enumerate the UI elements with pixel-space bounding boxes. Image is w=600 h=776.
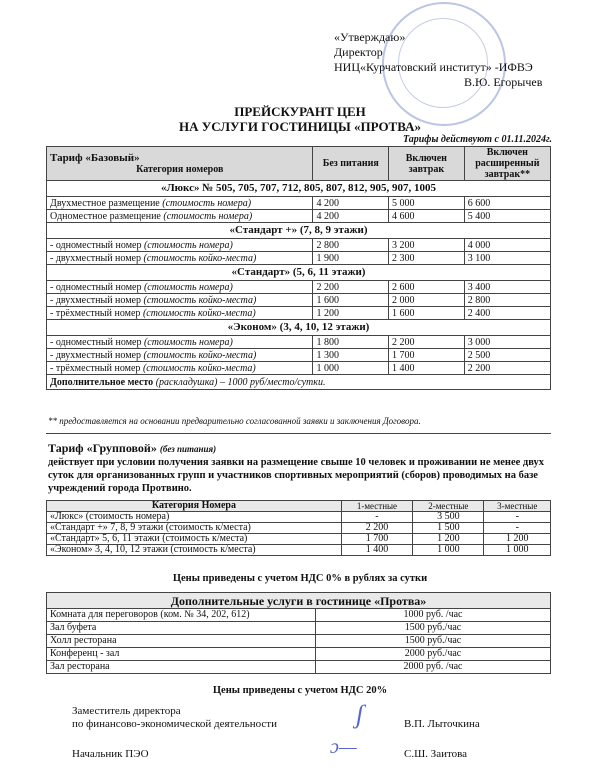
- table-row: [47, 362, 551, 375]
- price-cell: 1 000: [313, 362, 389, 375]
- group-footer: Цены приведены с учетом НДС 0% в рублях за сутки: [172, 573, 428, 584]
- service-price: 1500 руб./час: [316, 635, 551, 648]
- service-label: Холл ресторана: [47, 635, 316, 648]
- service-price: 1000 руб. /час: [316, 609, 551, 622]
- price-cell: 1 200: [313, 307, 389, 320]
- approval-line: НИЦ«Курчатовский институт» -ИФВЭ: [334, 60, 533, 74]
- section-title: «Эконом» (3, 4, 10, 12 этажи): [47, 320, 551, 336]
- row-label: Одноместное размещение (стоимость номера): [47, 210, 313, 223]
- group-description: действует при условии получения заявки на размещение свыше 10 человек и проживании не менее двух суток для организованных групп и участников спортивных мероприятий (сборов) проводимых на базе учреждений города Протвино.: [48, 457, 545, 494]
- price-cell: -: [341, 512, 412, 523]
- basic-tariff-title: Тариф «Базовый» Категория номеров: [47, 147, 313, 181]
- price-cell: 1 400: [389, 362, 465, 375]
- table-row: [47, 648, 551, 661]
- deputy-name: В.П. Лыточкина: [404, 718, 480, 730]
- title-line-2: НА УСЛУГИ ГОСТИНИЦЫ «ПРОТВА»: [179, 119, 421, 134]
- price-cell: 1 400: [341, 545, 412, 556]
- price-cell: 1 500: [413, 523, 484, 534]
- price-cell: 1 900: [313, 252, 389, 265]
- price-cell: 5 000: [389, 197, 465, 210]
- table-row: [47, 307, 551, 320]
- price-cell: 5 400: [464, 210, 550, 223]
- price-cell: 2 200: [464, 362, 550, 375]
- table-row: [47, 534, 551, 545]
- group-tariff-title: Тариф «Групповой» (без питания): [48, 441, 217, 455]
- price-cell: 4 200: [313, 197, 389, 210]
- price-cell: -: [484, 512, 551, 523]
- price-cell: 4 600: [389, 210, 465, 223]
- price-cell: 4 000: [464, 239, 550, 252]
- section-title: «Люкс» № 505, 705, 707, 712, 805, 807, 812, 905, 907, 1005: [47, 181, 551, 197]
- price-cell: 6 600: [464, 197, 550, 210]
- services-title: Дополнительные услуги в гостинице «Протва»: [47, 593, 551, 609]
- category-header: Категория номеров: [136, 163, 224, 175]
- price-cell: 2 600: [389, 281, 465, 294]
- price-cell: 3 200: [389, 239, 465, 252]
- group-col-category: Категория Номера: [47, 501, 342, 512]
- row-label: «Эконом» 3, 4, 10, 12 этажи (стоимость к/места): [47, 545, 342, 556]
- row-label: Двухместное размещение (стоимость номера): [47, 197, 313, 210]
- service-label: Конференц - зал: [47, 648, 316, 661]
- col-breakfast: Включен завтрак: [389, 147, 465, 181]
- price-cell: 1 000: [413, 545, 484, 556]
- row-label: - двухместный номер (стоимость койко-места): [47, 349, 313, 362]
- price-cell: 2 000: [389, 294, 465, 307]
- price-cell: 2 200: [313, 281, 389, 294]
- price-cell: 1 600: [313, 294, 389, 307]
- price-cell: 3 000: [464, 336, 550, 349]
- table-row: [47, 336, 551, 349]
- table-row: [47, 210, 551, 223]
- row-label: - трёхместный номер (стоимость койко-места): [47, 362, 313, 375]
- table-row: [47, 635, 551, 648]
- table-row: [47, 197, 551, 210]
- price-cell: 3 500: [413, 512, 484, 523]
- table-row: [47, 349, 551, 362]
- price-cell: 2 200: [389, 336, 465, 349]
- row-label: - трёхместный номер (стоимость койко-места): [47, 307, 313, 320]
- table-row: [47, 239, 551, 252]
- row-label: - одноместный номер (стоимость номера): [47, 239, 313, 252]
- group-col-double: 2-местные: [413, 501, 484, 512]
- head-title: Начальник ПЭО: [72, 748, 149, 760]
- price-cell: 1 600: [389, 307, 465, 320]
- row-label: «Люкс» (стоимость номера): [47, 512, 342, 523]
- price-cell: 3 100: [464, 252, 550, 265]
- price-cell: 1 800: [313, 336, 389, 349]
- table-row: [47, 609, 551, 622]
- price-cell: 1 300: [313, 349, 389, 362]
- row-label: - двухместный номер (стоимость койко-места): [47, 252, 313, 265]
- table-row: [47, 294, 551, 307]
- extra-bed: Дополнительное место (раскладушка) – 1000 руб/место/сутки.: [47, 375, 551, 390]
- price-cell: 2 800: [464, 294, 550, 307]
- deputy-title: Заместитель директора по финансово-экономической деятельности: [72, 705, 277, 730]
- price-cell: 2 800: [313, 239, 389, 252]
- table-row: [47, 252, 551, 265]
- table-row: [47, 281, 551, 294]
- price-cell: 3 400: [464, 281, 550, 294]
- service-price: 2000 руб. /час: [316, 661, 551, 674]
- price-cell: 4 200: [313, 210, 389, 223]
- divider: [46, 433, 551, 434]
- price-cell: -: [484, 523, 551, 534]
- price-cell: 1 700: [341, 534, 412, 545]
- approval-block: [334, 30, 542, 90]
- table-row: [47, 523, 551, 534]
- basic-tariff-table: [46, 146, 551, 390]
- col-extended-breakfast: Включен расширенный завтрак**: [464, 147, 550, 181]
- footnote: ** предоставляется на основании предварительно согласованной заявки и заключения Договора.: [48, 416, 421, 426]
- table-row: [47, 661, 551, 674]
- signature-mark: ɔ—: [330, 736, 357, 758]
- row-label: «Стандарт +» 7, 8, 9 этажи (стоимость к/места): [47, 523, 342, 534]
- price-cell: 2 500: [464, 349, 550, 362]
- price-cell: 2 200: [341, 523, 412, 534]
- price-cell: 1 700: [389, 349, 465, 362]
- approval-signer: В.Ю. Егорычев: [464, 75, 543, 89]
- group-col-single: 1-местные: [341, 501, 412, 512]
- service-label: Зал ресторана: [47, 661, 316, 674]
- valid-from: Тарифы действуют с 01.11.2024г.: [402, 134, 552, 145]
- service-price: 2000 руб./час: [316, 648, 551, 661]
- section-title: «Стандарт» (5, 6, 11 этажи): [47, 265, 551, 281]
- approval-line: «Утверждаю»: [334, 30, 406, 44]
- row-label: - одноместный номер (стоимость номера): [47, 281, 313, 294]
- service-label: Зал буфета: [47, 622, 316, 635]
- table-row: [47, 622, 551, 635]
- services-footer: Цены приведены с учетом НДС 20%: [212, 685, 388, 696]
- table-row: [47, 512, 551, 523]
- services-table: [46, 592, 551, 674]
- approval-line: Директор: [334, 45, 383, 59]
- group-col-triple: 3-местные: [484, 501, 551, 512]
- price-cell: 1 200: [413, 534, 484, 545]
- signature-mark: ʃ: [356, 700, 364, 729]
- group-tariff-table: [46, 500, 551, 556]
- row-label: - двухместный номер (стоимость койко-места): [47, 294, 313, 307]
- price-cell: 2 300: [389, 252, 465, 265]
- price-cell: 2 400: [464, 307, 550, 320]
- service-label: Комната для переговоров (ком. № 34, 202, 612): [47, 609, 316, 622]
- price-cell: 1 000: [484, 545, 551, 556]
- row-label: - одноместный номер (стоимость номера): [47, 336, 313, 349]
- price-cell: 1 200: [484, 534, 551, 545]
- col-no-food: Без питания: [313, 147, 389, 181]
- document-title: [0, 104, 600, 134]
- table-row: [47, 545, 551, 556]
- head-name: С.Ш. Заитова: [404, 748, 468, 760]
- row-label: «Стандарт» 5, 6, 11 этажи (стоимость к/места): [47, 534, 342, 545]
- section-title: «Стандарт +» (7, 8, 9 этажи): [47, 223, 551, 239]
- service-price: 1500 руб./час: [316, 622, 551, 635]
- title-line-1: ПРЕЙСКУРАНТ ЦЕН: [234, 104, 366, 119]
